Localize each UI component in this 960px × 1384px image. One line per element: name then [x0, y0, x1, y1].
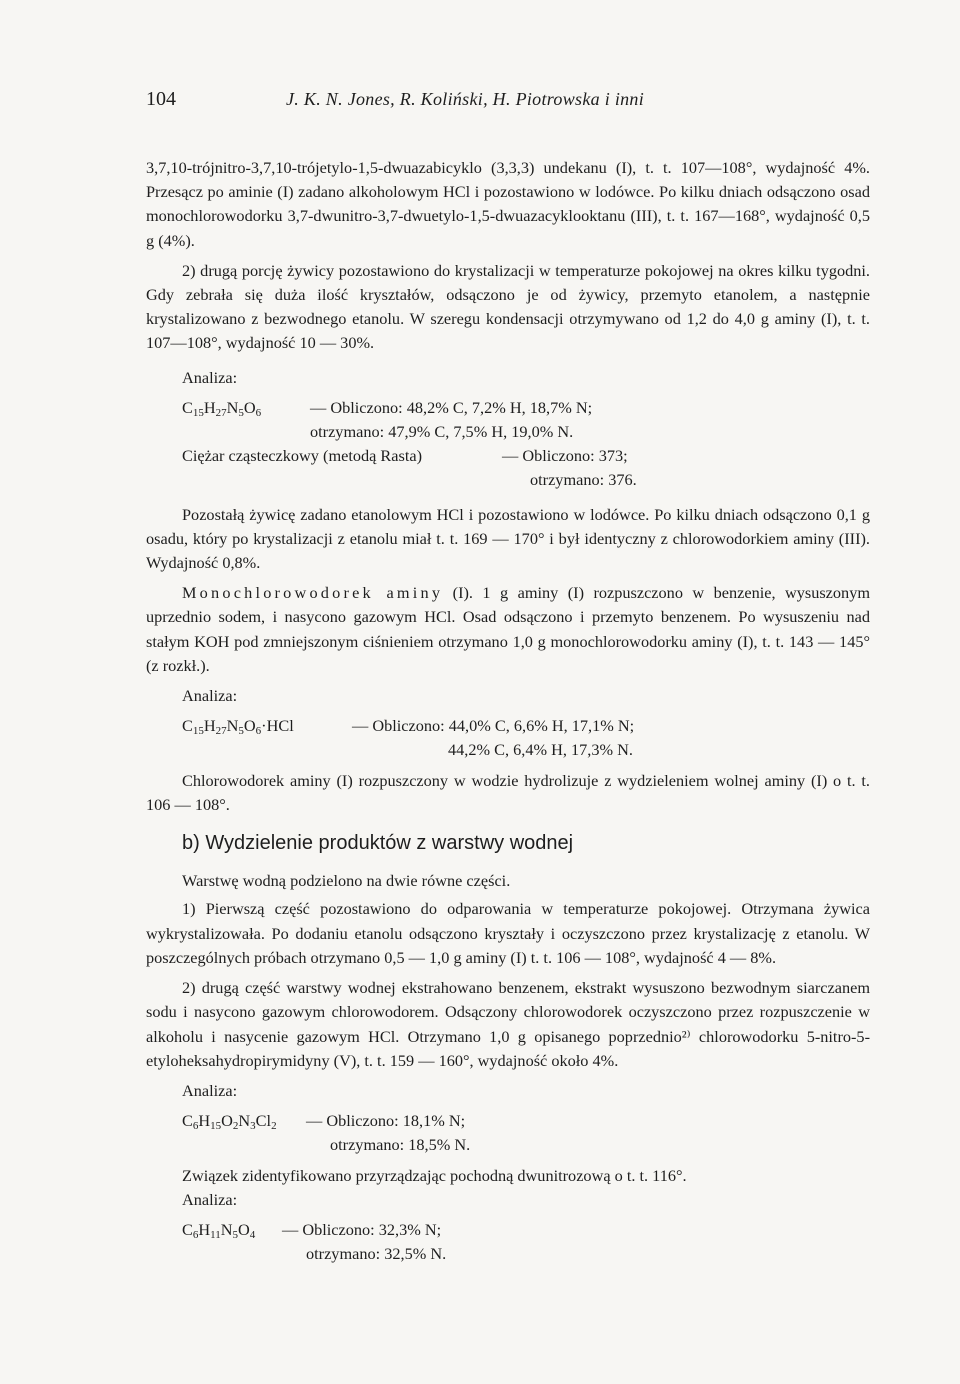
paragraph-3: Pozostałą żywicę zadano etanolowym HCl i pozostawiono w lodówce. Po kilku dniach odsączono 0,1 g osadu, który po krystalizacji z etanolu miał t. t. 169 — 170° i był identyczny z chlorowodorkiem aminy (III). Wydajność 0,8%. — [146, 504, 870, 573]
analysis-2 — [182, 714, 870, 738]
paragraph-9: Związek zidentyfikowano przyrządzając pochodną dwunitrozową o t. t. 116°. — [182, 1165, 687, 1185]
analysis-4 — [182, 1218, 870, 1242]
section-heading: b) Wydzielenie produktów z warstwy wodnej — [182, 832, 574, 855]
analysis-found: otrzymano: 32,5% N. — [306, 1244, 447, 1264]
analysis-label-3: Analiza: — [182, 1080, 238, 1100]
analysis-label-2: Analiza: — [182, 686, 238, 706]
molweight-calculated: — Obliczono: 373; — [502, 446, 628, 466]
paragraph-2: 2) drugą porcję żywicy pozostawiono do krystalizacji w temperaturze pokojowej na okres kilku tygodni. Gdy zebrała się duża ilość kryształów, odsączono je od żywicy, przemyto etanolem, a następnie krystalizowano z bezwodnego etanolu. W szeregu kondensacji otrzymywano od 1,2 do 4,0 g aminy (I), t. t. 107—108°, wydajność 10 — 30%. — [146, 260, 870, 353]
analysis-calculated: — Obliczono: 44,0% C, 6,6% H, 17,1% N; — [352, 716, 635, 736]
paragraph-7: 1) Pierwszą część pozostawiono do odparowania w temperaturze pokojowej. Otrzymana żywica wykrystalizowała. Po dodaniu etanolu odsączono kryształy i oczyszczono przez krystalizację z etanolu. W poszczególnych próbach otrzymano 0,5 — 1,0 g aminy (I) t. t. 106 — 108°, wydajność 4 — 8%. — [146, 899, 870, 967]
formula: $C_6H_{15}O_2N_3Cl_2$ — [182, 1111, 277, 1133]
analysis-label-1: Analiza: — [182, 367, 238, 387]
analysis-label-4: Analiza: — [182, 1189, 238, 1209]
page-number: 104 — [146, 88, 176, 110]
paragraph-5: Chlorowodorek aminy (I) rozpuszczony w wodzie hydrolizuje z wydzieleniem wolnej aminy (I) o t. t. 106 — 108°. — [146, 770, 870, 814]
paragraph-4 — [146, 581, 870, 678]
molecular-weight — [182, 444, 870, 468]
article-body — [146, 156, 870, 1266]
analysis-calculated: — Obliczono: 18,1% N; — [306, 1111, 466, 1131]
paragraph-1: 3,7,10-trójnitro-3,7,10-trójetylo-1,5-dwuazabicyklo (3,3,3) undekanu (I), t. t. 107—108°, wydajność 4%. Przesącz po aminie (I) zadano alkoholowym HCl i pozostawiono w lodówce. Po kilku dniach odsączono osad monochlorowodorku 3,7-dwunitro-3,7-dwuetylo-1,5-dwuazacyklooktanu (III), t. t. 167—168°, wydajność 0,5 g (4%). — [146, 158, 870, 250]
paragraph-8: 2) drugą część warstwy wodnej ekstrahowano benzenem, ekstrakt wysuszono bezwodnym siarczanem sodu i nasycono gazowym chlorowodorem. Odsączony chlorowodorek oczyszczono przez rozpuszczenie w alkoholu i nasycenie gazowym HCl. Otrzymano 1,0 g opisanego poprzednio²⁾ chlorowodorku 5-nitro-5-etyloheksahydropirymidyny (V), t. t. 159 — 160°, wydajność około 4%. — [146, 978, 870, 1070]
formula: $C_6H_{11}N_5O_4$ — [182, 1219, 256, 1241]
analysis-3 — [182, 1109, 870, 1133]
paragraph-6: Warstwę wodną podzielono na dwie równe części. — [182, 871, 511, 891]
paragraph-4-text: (I). 1 g aminy (I) rozpuszczono w benzenie, wysuszonym uprzednio sodem, i nasycono gazowym HCl. Osad odsączono i przemyto benzenem. Po wysuszeniu nad stałym KOH pod zmniejszonym ciśnieniem otrzymano 1,0 g monochlorowodorku aminy (I), t. t. 143 — 145° (z rozkł.). — [146, 583, 870, 675]
molweight-label: Ciężar cząsteczkowy (metodą Rasta) — [182, 446, 423, 466]
formula: $C_{15}H_{27}N_5O_6$ — [182, 397, 262, 419]
running-title: J. K. N. Jones, R. Koliński, H. Piotrowska i inni — [286, 89, 645, 109]
page-header — [146, 88, 870, 118]
paragraph-4-heading: Monochlorowodorek aminy — [182, 583, 444, 603]
analysis-calculated: — Obliczono: 48,2% C, 7,2% H, 18,7% N; — [310, 397, 593, 417]
analysis-found: otrzymano: 47,9% C, 7,5% H, 19,0% N. — [310, 422, 574, 442]
analysis-1 — [182, 396, 870, 420]
formula: $C_{15}H_{27}N_5O_6\cdot HCl$ — [182, 716, 294, 738]
analysis-found: 44,2% C, 6,4% H, 17,3% N. — [448, 740, 633, 760]
analysis-found: otrzymano: 18,5% N. — [330, 1135, 471, 1155]
molweight-found: otrzymano: 376. — [530, 470, 637, 490]
analysis-calculated: — Obliczono: 32,3% N; — [282, 1219, 442, 1239]
